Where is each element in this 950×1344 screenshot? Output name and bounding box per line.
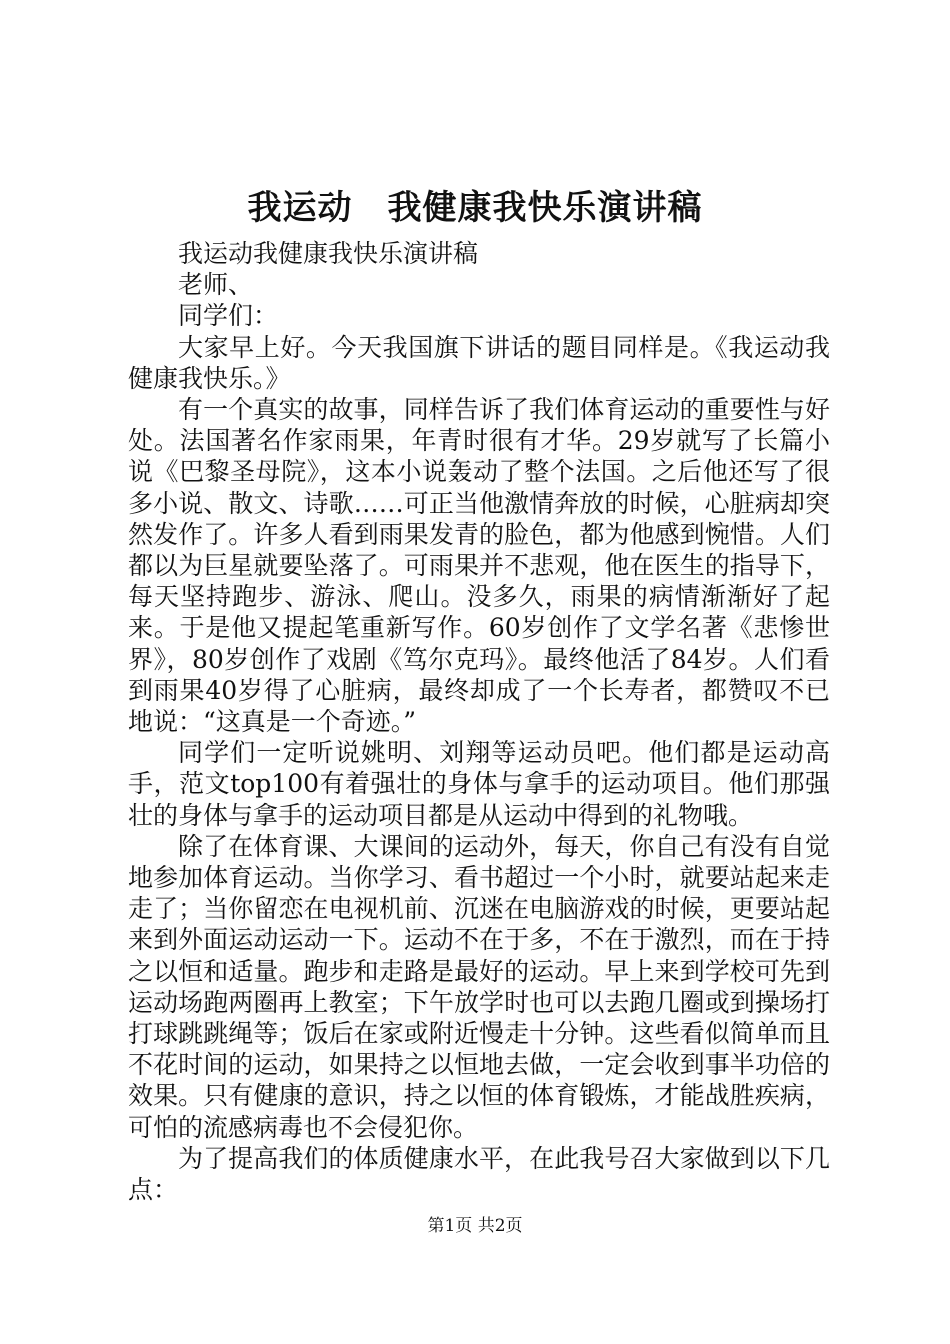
document-body	[128, 238, 830, 1205]
paragraph-salutation-students: 同学们：	[178, 301, 279, 331]
paragraph-athletes: 同学们一定听说姚明、刘翔等运动员吧。他们都是运动高手，范文top100有着强壮的身体与拿手的运动项目。他们那强壮的身体与拿手的运动项目都是从运动中得到的礼物哦。	[128, 738, 830, 830]
paragraph-daily-exercise: 除了在体育课、大课间的运动外，每天，你自己有没有自觉地参加体育运动。当你学习、看书超过一个小时，就要站起来走走了；当你留恋在电视机前、沉迷在电脑游戏的时候，更要站起来到外面运动运动一下。运动不在于多，不在于激烈，而在于持之以恒和适量。跑步和走路是最好的运动。早上来到学校可先到运动场跑两圈再上教室；下午放学时也可以去跑几圈或到操场打打球跳跳绳等；饭后在家或附近慢走十分钟。这些看似简单而且不花时间的运动，如果持之以恒地去做，一定会收到事半功倍的效果。只有健康的意识，持之以恒的体育锻炼，才能战胜疾病，可怕的流感病毒也不会侵犯你。	[128, 831, 830, 1142]
paragraph-salutation-teachers: 老师、	[178, 270, 254, 300]
paragraph-subtitle: 我运动我健康我快乐演讲稿	[178, 239, 479, 268]
paragraph-call-to-action: 为了提高我们的体质健康水平，在此我号召大家做到以下几点：	[128, 1143, 830, 1205]
document-title: 我运动 我健康我快乐演讲稿	[247, 188, 703, 228]
paragraph-greeting: 大家早上好。今天我国旗下讲话的题目同样是。《我运动我健康我快乐。》	[128, 332, 830, 393]
paragraph-hugo-story: 有一个真实的故事，同样告诉了我们体育运动的重要性与好处。法国著名作家雨果，年青时很有才华。29岁就写了长篇小说《巴黎圣母院》，这本小说轰动了整个法国。之后他还写了很多小说、散文、诗歌……可正当他激情奔放的时候，心脏病却突然发作了。许多人看到雨果发青的脸色，都为他感到惋惜。人们都以为巨星就要坠落了。可雨果并不悲观，他在医生的指导下，每天坚持跑步、游泳、爬山。没多久，雨果的病情渐渐好了起来。于是他又提起笔重新写作。60岁创作了文学名著《悲惨世界》，80岁创作了戏剧《笃尔克玛》。最终他活了84岁。人们看到雨果40岁得了心脏病，最终却成了一个长寿者，都赞叹不已地说：“这真是一个奇迹。”	[128, 395, 830, 737]
page-number-footer: 第1页 共2页	[427, 1216, 523, 1236]
